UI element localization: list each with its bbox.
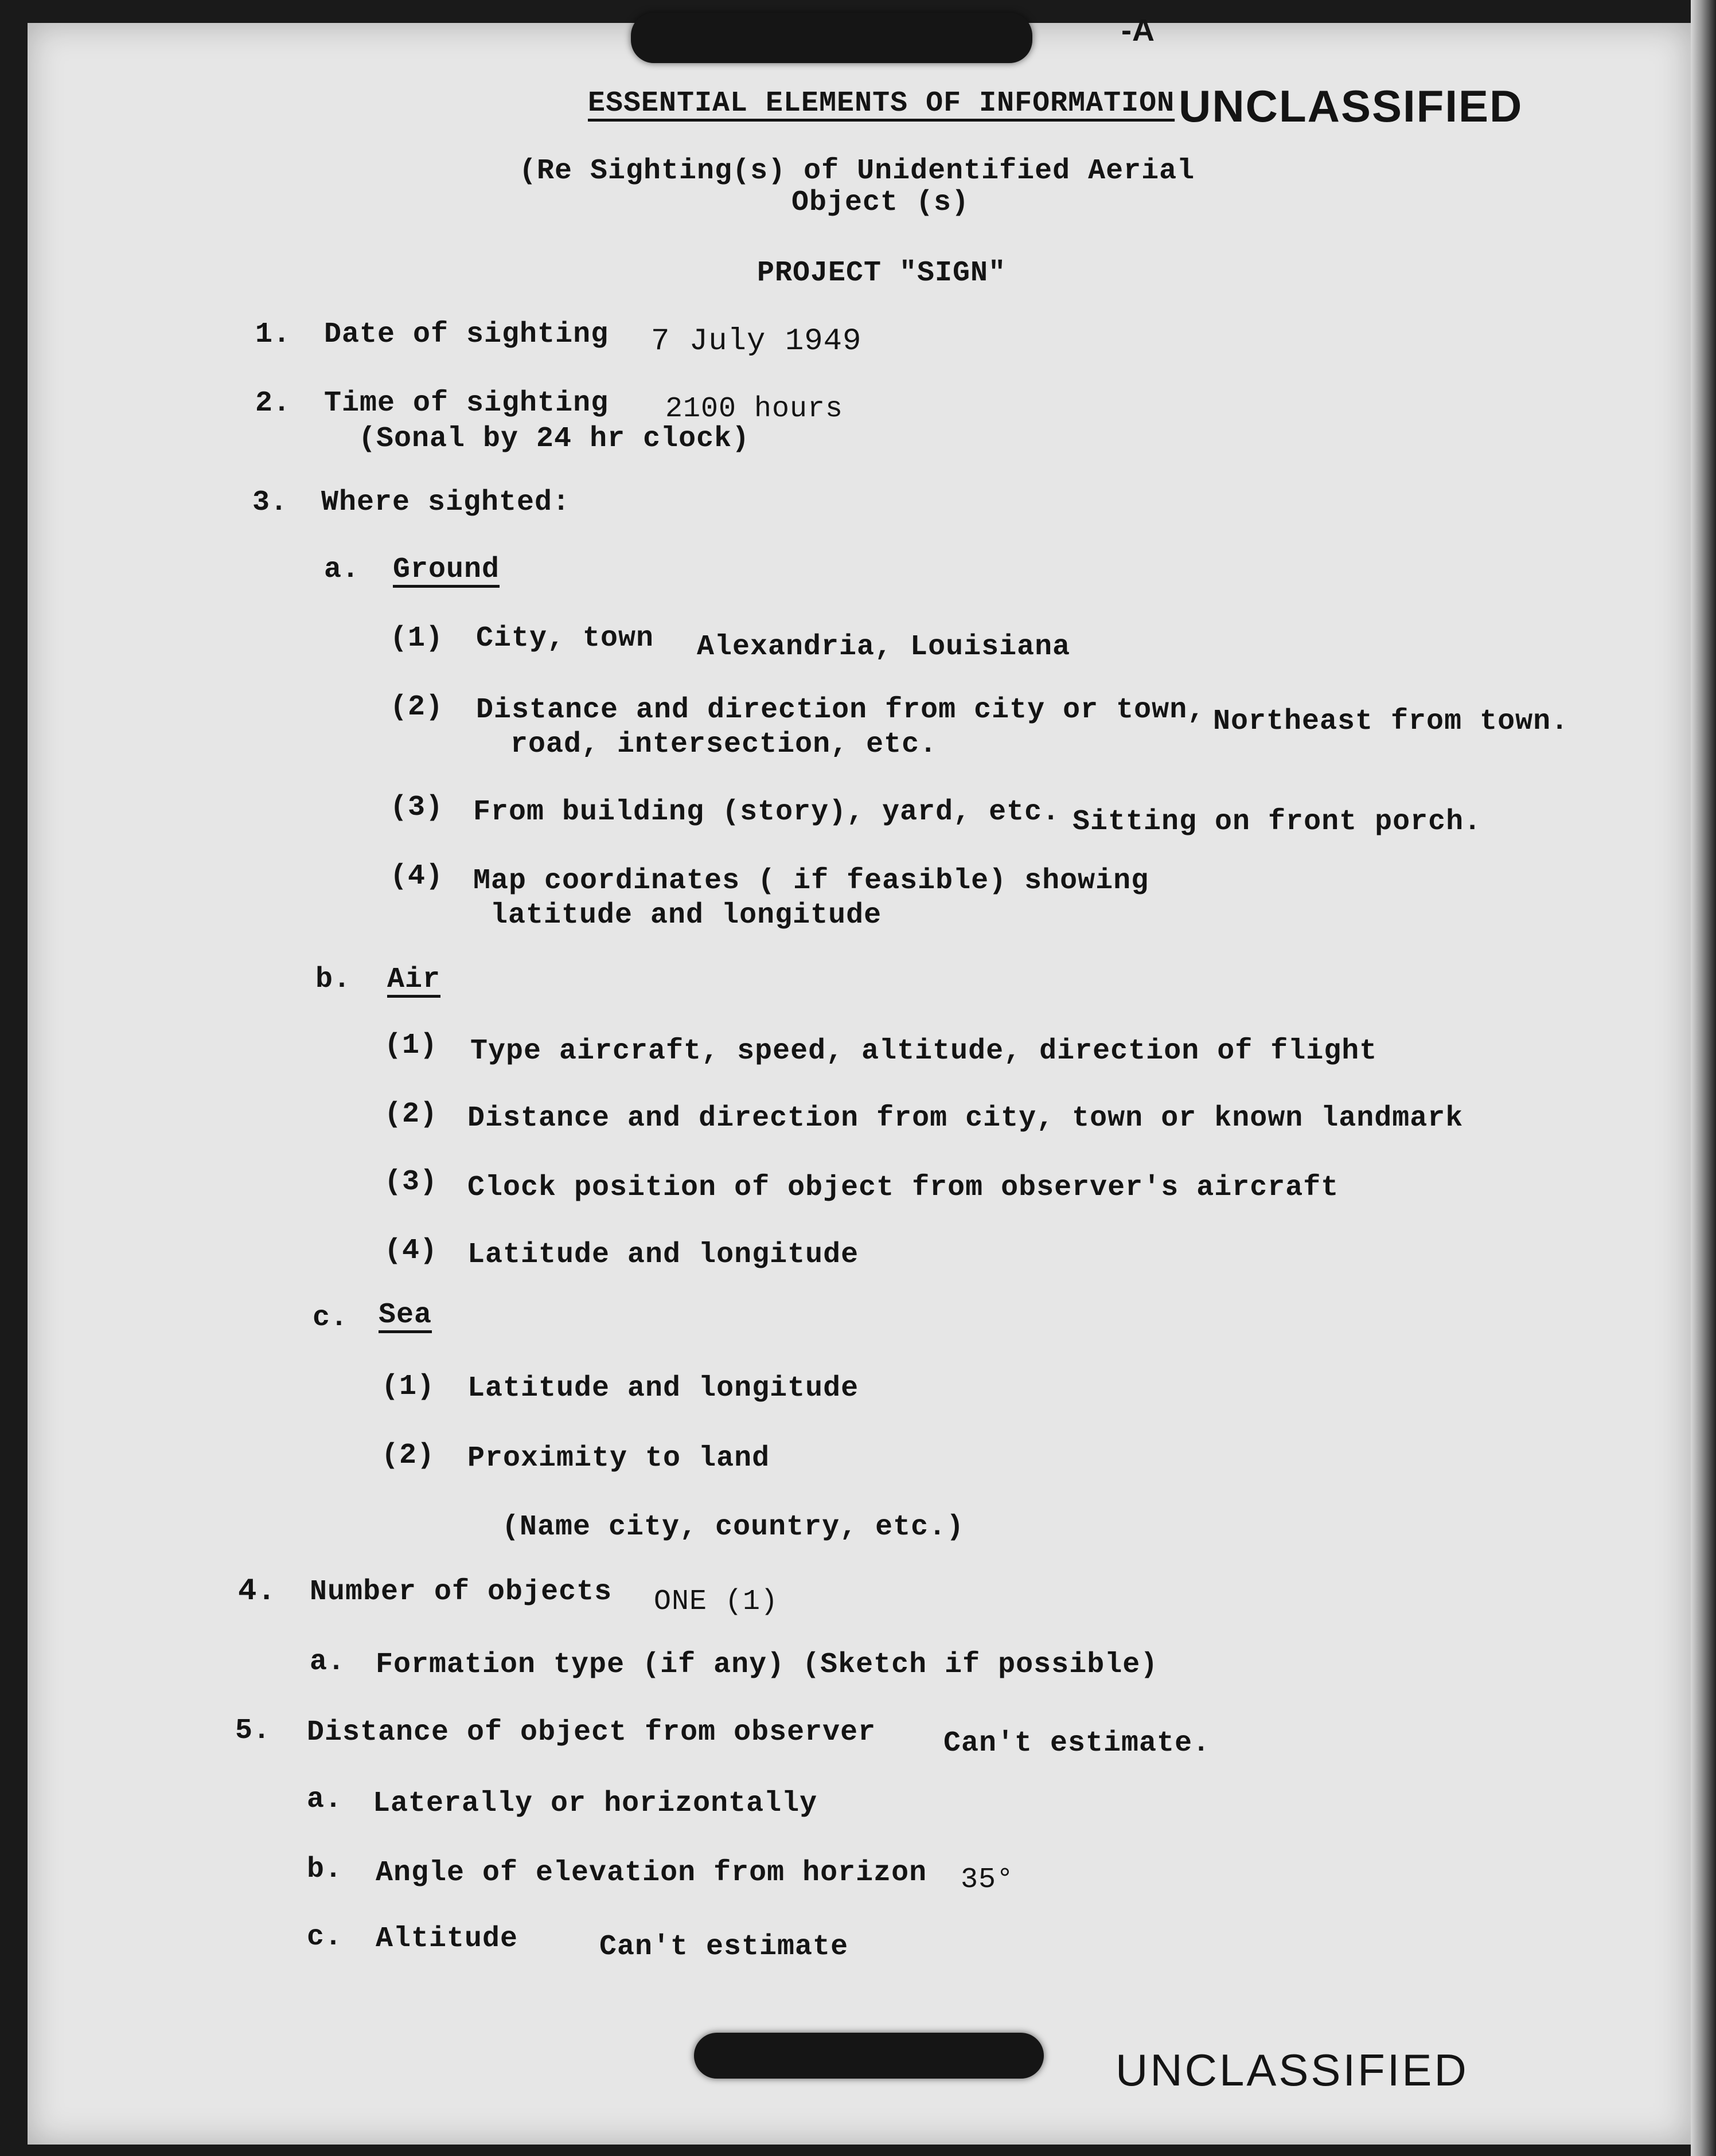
item-3-number: 3. [252,486,288,519]
item-3b4-number: (4) [384,1235,438,1267]
item-3a3-number: (3) [390,791,444,824]
item-5-number: 5. [235,1714,271,1747]
section-3c-heading: Sea [379,1299,432,1331]
item-5b-label: Angle of elevation from horizon [376,1857,927,1889]
item-3-label: Where sighted: [321,486,571,519]
item-3a2-value: Northeast from town. [1213,705,1569,738]
item-3a4-number: (4) [390,860,444,893]
item-3a1-label: City, town [476,622,654,655]
section-3b-letter: b. [315,963,352,996]
item-3a3-value: Sitting on front porch. [1072,806,1482,838]
item-3a2-label: Distance and direction from city or town, [476,694,1206,727]
item-3b3-number: (3) [384,1166,438,1198]
item-3c1-label: Latitude and longitude [467,1372,859,1405]
section-3c-letter: c. [313,1302,349,1334]
section-3a-letter: a. [324,553,360,586]
item-5c-letter: c. [307,1921,343,1954]
item-3a2-number: (2) [390,691,444,724]
item-5-label: Distance of object from observer [307,1716,876,1749]
item-3b1-label: Type aircraft, speed, altitude, direction of flight [470,1035,1378,1068]
item-3b4-label: Latitude and longitude [467,1239,859,1271]
item-4a-letter: a. [310,1646,346,1678]
item-5b-letter: b. [307,1853,343,1886]
document-title: ESSENTIAL ELEMENTS OF INFORMATION [588,87,1175,120]
item-3a4-label: Map coordinates ( if feasible) showing [473,865,1149,897]
item-3a4-label-2: latitude and longitude [490,899,882,932]
item-3b2-number: (2) [384,1098,438,1131]
subtitle-line-2: Object (s) [791,186,970,219]
item-2-label: Time of sighting [324,387,609,420]
item-5-value: Can't estimate. [943,1727,1211,1760]
classification-bottom: UNCLASSIFIED [1116,2045,1469,2095]
item-5c-label: Altitude [376,1923,518,1955]
item-2-note: (Sonal by 24 hr clock) [358,423,750,455]
item-5b-value: 35° [961,1864,1015,1896]
page-edge [1691,0,1716,2156]
item-5c-value: Can't estimate [599,1931,849,1963]
item-1-label: Date of sighting [324,318,609,351]
redaction-top [631,13,1032,63]
item-4-value: ONE (1) [654,1585,779,1618]
redaction-bottom [694,2033,1044,2079]
project-name: PROJECT "SIGN" [757,257,1007,290]
section-3a-heading: Ground [393,553,500,586]
item-3a3-label: From building (story), yard, etc. [473,796,1060,829]
item-4-number: 4. [238,1574,276,1609]
item-3c2-number: (2) [381,1439,435,1472]
item-5a-label: Laterally or horizontally [373,1787,818,1820]
item-1-number: 1. [255,318,291,351]
item-3a2-label-2: road, intersection, etc. [510,728,938,761]
item-3c1-number: (1) [381,1370,435,1403]
item-3c2-note: (Name city, country, etc.) [502,1511,965,1544]
item-3c2-label: Proximity to land [467,1442,770,1475]
subtitle-line-1: (Re Sighting(s) of Unidentified Aerial [519,155,1195,188]
item-3b1-number: (1) [384,1029,438,1062]
item-2-value: 2100 hours [665,393,844,425]
item-3a1-number: (1) [390,622,444,655]
corner-mark: -A [1121,13,1155,48]
section-3b-heading: Air [387,963,441,996]
item-2-number: 2. [255,387,291,420]
item-4a-label: Formation type (if any) (Sketch if possible) [376,1649,1159,1681]
item-3a1-value: Alexandria, Louisiana [697,631,1071,663]
item-3b2-label: Distance and direction from city, town or known landmark [467,1102,1464,1135]
item-1-value: 7 July 1949 [651,324,862,359]
item-4-label: Number of objects [310,1576,613,1608]
item-5a-letter: a. [307,1783,343,1816]
item-3b3-label: Clock position of object from observer's aircraft [467,1171,1339,1204]
classification-top: UNCLASSIFIED [1179,81,1523,131]
